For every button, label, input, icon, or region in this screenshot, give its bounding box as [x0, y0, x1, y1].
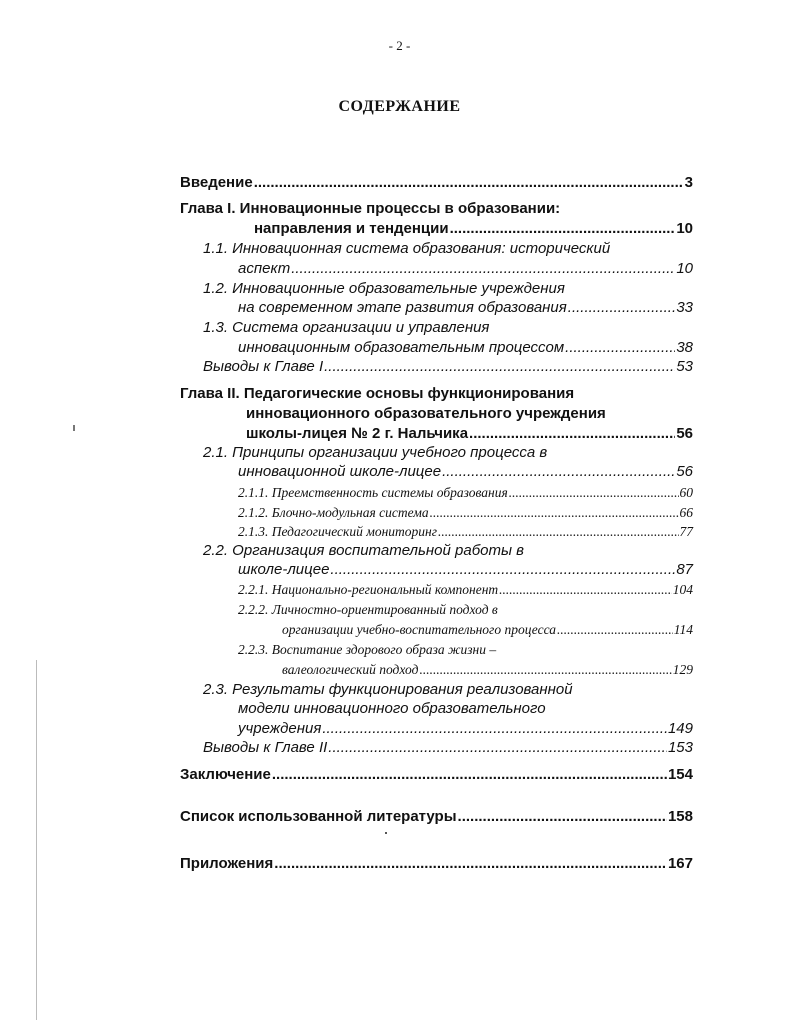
toc-entry-label: Выводы к Главе I — [203, 358, 324, 375]
toc-page-number: 3 — [684, 174, 693, 191]
toc-page-number: 158 — [667, 808, 693, 825]
toc-subsection-2-1-2[interactable] — [238, 505, 693, 521]
toc-page-number: 56 — [676, 425, 693, 442]
toc-section-1-1[interactable] — [238, 260, 693, 277]
toc-entry-label: учреждения — [238, 720, 322, 737]
toc-subsection-2-2-3[interactable] — [282, 662, 693, 678]
toc-section-1-1-title[interactable]: 1.1. Инновационная система образования: исторический — [203, 240, 611, 257]
toc-section-2-2[interactable] — [238, 561, 693, 578]
toc-chapter2-title-line1[interactable]: Глава II. Педагогические основы функционирования — [180, 385, 575, 402]
toc-section-1-2[interactable] — [238, 299, 693, 316]
toc-section-2-3-title-line1[interactable]: 2.3. Результаты функционирования реализованной — [203, 681, 573, 698]
leader-dots — [438, 524, 679, 540]
toc-subsection-2-2-2-title[interactable]: 2.2.2. Личностно-ориентированный подход в — [238, 602, 498, 617]
toc-entry-label: школы-лицея № 2 г. Нальчика — [246, 425, 469, 442]
toc-entry-label: аспект — [238, 260, 291, 277]
leader-dots — [442, 463, 675, 480]
toc-section-1-3-title[interactable]: 1.3. Система организации и управления — [203, 319, 490, 336]
leader-dots — [509, 485, 679, 501]
toc-subsection-2-2-1[interactable] — [238, 582, 693, 598]
toc-references[interactable] — [180, 808, 693, 825]
toc-page-number: 149 — [667, 720, 693, 737]
toc-entry-label: 2.1.1. Преемственность системы образования — [238, 485, 508, 500]
leader-dots — [254, 174, 684, 191]
leader-dots — [458, 808, 667, 825]
scan-margin-line — [36, 660, 37, 1020]
toc-intro[interactable] — [180, 174, 693, 191]
scan-speck — [385, 832, 387, 834]
toc-section-2-1[interactable] — [238, 463, 693, 480]
toc-page-number: 33 — [676, 299, 693, 316]
toc-entry-label: инновационным образовательным процессом — [238, 339, 565, 356]
toc-subsection-2-1-1[interactable] — [238, 485, 693, 501]
toc-subsection-2-2-2[interactable] — [282, 622, 693, 638]
toc-subsection-2-2-3-title[interactable]: 2.2.3. Воспитание здорового образа жизни – — [238, 642, 497, 657]
toc-entry-label: Заключение — [180, 766, 271, 783]
toc-entry-label: организации учебно-воспитательного процесса — [282, 622, 556, 637]
toc-section-1-3[interactable] — [238, 339, 693, 356]
leader-dots — [499, 582, 672, 598]
toc-section-2-2-title[interactable]: 2.2. Организация воспитательной работы в — [203, 542, 525, 559]
toc-chapter1[interactable] — [254, 220, 693, 237]
toc-section-2-3-title-line2[interactable]: модели инновационного образовательного — [238, 700, 546, 717]
toc-page-number: 10 — [676, 220, 693, 237]
toc-page-number: 153 — [667, 739, 693, 756]
toc-entry-label: 2.2.1. Национально-региональный компонент — [238, 582, 499, 597]
toc-page-number: 154 — [667, 766, 693, 783]
page-title: СОДЕРЖАНИЕ — [338, 98, 461, 115]
toc-entry-label: валеологический подход — [282, 662, 419, 677]
leader-dots — [565, 339, 675, 356]
toc-section-2-1-title[interactable]: 2.1. Принципы организации учебного процесса в — [203, 444, 548, 461]
toc-appendix[interactable] — [180, 855, 693, 872]
toc-entry-label: на современном этапе развития образования — [238, 299, 567, 316]
leader-dots — [274, 855, 667, 872]
toc-subsection-2-1-3[interactable] — [238, 524, 693, 540]
toc-page-number: 129 — [672, 662, 693, 677]
leader-dots — [291, 260, 675, 277]
leader-dots — [469, 425, 675, 442]
toc-page-number: 114 — [673, 622, 693, 637]
leader-dots — [450, 220, 676, 237]
toc-entry-label: Выводы к Главе II — [203, 739, 328, 756]
leader-dots — [322, 720, 667, 737]
toc-page-number: 53 — [676, 358, 693, 375]
toc-page-number: 77 — [679, 524, 693, 539]
toc-chapter1-conclusions[interactable] — [203, 358, 693, 375]
toc-chapter2[interactable] — [246, 425, 693, 442]
leader-dots — [324, 358, 675, 375]
toc-entry-label: Приложения — [180, 855, 274, 872]
toc-page-number: 104 — [672, 582, 693, 597]
toc-section-2-3[interactable] — [238, 720, 693, 737]
leader-dots — [330, 561, 675, 578]
toc-entry-label: Список использованной литературы — [180, 808, 457, 825]
scan-speck — [73, 425, 75, 431]
leader-dots — [272, 766, 667, 783]
toc-page-number: 87 — [676, 561, 693, 578]
toc-chapter1-title[interactable]: Глава I. Инновационные процессы в образовании: — [180, 200, 561, 217]
toc-entry-label: 2.1.2. Блочно-модульная система — [238, 505, 429, 520]
toc-entry-label: инновационной школе-лицее — [238, 463, 442, 480]
toc-conclusion[interactable] — [180, 766, 693, 783]
leader-dots — [328, 739, 667, 756]
toc-chapter2-conclusions[interactable] — [203, 739, 693, 756]
toc-page-number: 10 — [676, 260, 693, 277]
leader-dots — [430, 505, 679, 521]
toc-page-number: 66 — [679, 505, 693, 520]
page-number: - 2 - — [388, 38, 411, 53]
leader-dots — [557, 622, 673, 638]
leader-dots — [419, 662, 671, 678]
toc-chapter2-title-line2[interactable]: инновационного образовательного учреждения — [246, 405, 606, 422]
toc-page-number: 60 — [679, 485, 693, 500]
toc-page-number: 38 — [676, 339, 693, 356]
toc-page-number: 56 — [676, 463, 693, 480]
toc-section-1-2-title[interactable]: 1.2. Инновационные образовательные учреждения — [203, 280, 565, 297]
toc-entry-label: направления и тенденции — [254, 220, 449, 237]
toc-entry-label: школе-лицее — [238, 561, 330, 578]
leader-dots — [568, 299, 676, 316]
toc-entry-label: Введение — [180, 174, 253, 191]
toc-entry-label: 2.1.3. Педагогический мониторинг — [238, 524, 437, 539]
toc-page-number: 167 — [667, 855, 693, 872]
